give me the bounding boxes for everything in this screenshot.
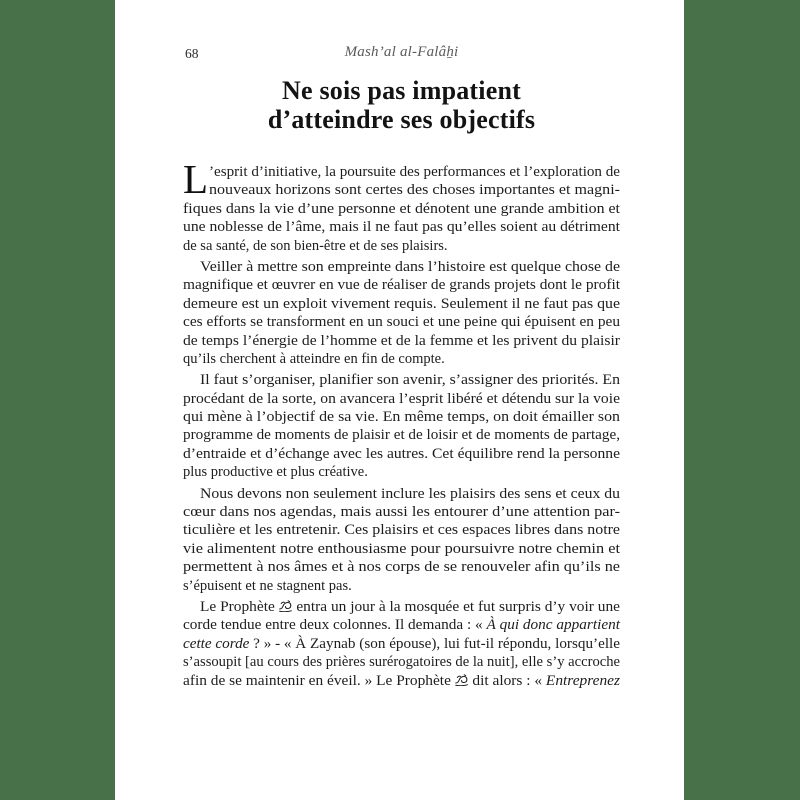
text-line <box>183 237 620 255</box>
text-line <box>183 521 620 539</box>
text-line-content <box>183 577 352 595</box>
paragraph <box>183 156 620 255</box>
italic-text-segment: À qui donc appartient <box>486 617 620 634</box>
text-line-content <box>183 313 620 331</box>
text-segment: qu’ils cherchent à atteindre en fin de compte. <box>183 350 445 367</box>
text-line-content <box>183 672 620 690</box>
text-segment: fiques dans la vie d’une personne et dénotent une grande ambition et <box>183 200 620 217</box>
paragraph <box>183 485 620 595</box>
paragraph <box>183 598 620 690</box>
text-line-content <box>183 390 620 408</box>
text-line <box>183 181 620 199</box>
prophet-saw-icon <box>279 598 293 616</box>
text-segment: permettent à nos âmes et à nos corps de se renouveler afin qu’ils ne <box>183 559 620 576</box>
text-line <box>183 558 620 576</box>
text-line <box>183 163 620 181</box>
text-line <box>183 463 620 481</box>
text-segment: Veiller à mettre son empreinte dans l’histoire est quelque chose de <box>200 258 620 275</box>
text-segment: s’épuisent et ne stagnent pas. <box>183 577 352 594</box>
italic-text-segment: cette corde <box>183 635 250 652</box>
text-line-content <box>183 350 445 368</box>
text-segment: ces efforts se transforment en un souci et une peine qui épuisent en peu <box>183 314 620 331</box>
text-line-content <box>183 332 620 350</box>
text-line-content <box>183 558 620 576</box>
drop-cap: L <box>183 156 209 202</box>
text-line <box>183 332 620 350</box>
text-line <box>183 653 620 671</box>
text-segment: plus productive et plus créative. <box>183 464 368 481</box>
text-segment: magnifique et œuvrer en vue de réaliser de grands projets dont le profit <box>183 277 620 294</box>
text-line <box>183 672 620 690</box>
text-line-content <box>209 163 620 181</box>
text-line-content <box>183 218 620 236</box>
text-line <box>183 616 620 634</box>
text-line-content <box>200 598 620 616</box>
text-segment: procédant de la sorte, on avancera l’esprit libéré et détendu sur la voie <box>183 390 620 407</box>
backdrop-right <box>684 0 800 800</box>
page-number: 68 <box>185 46 199 61</box>
text-line-content <box>183 445 620 463</box>
text-segment: nouveaux horizons sont certes des choses importantes et magni- <box>209 182 620 199</box>
text-line <box>183 350 620 368</box>
text-line <box>183 218 620 236</box>
text-line-content <box>183 635 620 653</box>
text-segment: d’entraide et d’échange avec les autres. Cet équilibre rend la personne <box>183 445 620 462</box>
text-segment: ’esprit d’initiative, la poursuite des performances et l’exploration de <box>209 164 620 180</box>
text-line <box>183 485 620 503</box>
text-line <box>183 313 620 331</box>
text-line <box>183 371 620 389</box>
text-line <box>183 408 620 426</box>
text-line-content <box>183 276 620 294</box>
text-segment: cœur dans nos agendas, mais aussi les entourer d’une attention par- <box>183 504 620 521</box>
text-line <box>183 577 620 595</box>
paragraph <box>183 258 620 368</box>
text-line <box>183 295 620 313</box>
text-line-content <box>200 485 620 503</box>
text-line <box>183 276 620 294</box>
text-line-content <box>183 616 620 634</box>
chapter-title <box>183 76 620 134</box>
text-line <box>183 426 620 444</box>
text-line-content <box>200 371 620 389</box>
text-line-content <box>183 237 448 255</box>
text-line <box>183 635 620 653</box>
text-line-content <box>183 463 368 481</box>
prophet-saw-icon <box>455 672 469 690</box>
text-line-content <box>183 503 620 521</box>
italic-text-segment: Entreprenez <box>545 672 620 689</box>
text-line <box>183 445 620 463</box>
backdrop-left <box>0 0 115 800</box>
body-text <box>183 156 620 690</box>
chapter-title-line-1: Ne sois pas impatient <box>282 76 521 105</box>
text-segment: Nous devons non seulement inclure les plaisirs des sens et ceux du <box>200 485 620 502</box>
text-line <box>183 598 620 616</box>
paragraph <box>183 371 620 481</box>
text-line-content <box>183 521 620 539</box>
page-header <box>183 44 620 64</box>
chapter-title-line-2: d’atteindre ses objectifs <box>267 105 536 134</box>
text-line-content <box>200 258 620 276</box>
text-segment: Le Prophète <box>200 598 279 615</box>
text-line-content <box>183 408 620 426</box>
text-segment: corde tendue entre deux colonnes. Il demanda : « <box>183 617 487 634</box>
text-line-content <box>183 200 620 218</box>
text-segment: entra un jour à la mosquée et fut surpris d’y voir une <box>292 598 620 615</box>
text-segment: s’assoupit [au cours des prières surérogatoires de la nuit], elle s’y accroche <box>183 654 620 671</box>
text-line <box>183 390 620 408</box>
book-page <box>115 0 684 800</box>
text-line-content <box>183 653 620 671</box>
running-title: Mash’al al-Falâẖi <box>344 44 459 60</box>
text-segment: programme de moments de plaisir et de loisir et de moments de partage, <box>183 427 620 444</box>
text-line-content <box>183 426 620 444</box>
text-line-content <box>183 295 620 313</box>
text-segment: afin de se maintenir en éveil. » Le Prophète <box>183 672 455 689</box>
text-line <box>183 258 620 276</box>
text-segment: de sa santé, de son bien-être et de ses plaisirs. <box>183 237 448 254</box>
text-segment: vie alimentent notre enthousiasme pour poursuivre notre chemin et <box>183 540 620 557</box>
text-segment: dit alors : « <box>468 672 546 689</box>
text-segment: ticulière et les entretenir. Ces plaisirs et ces espaces libres dans notre <box>183 522 620 539</box>
text-line <box>183 540 620 558</box>
text-segment: qui mène à l’objectif de sa vie. En même temps, on doit émailler son <box>183 409 620 426</box>
text-segment: Il faut s’organiser, planifier son avenir, s’assigner des priorités. En <box>200 372 620 389</box>
text-line <box>183 200 620 218</box>
text-segment: ? » - « À Zaynab (son épouse), lui fut-il répondu, lorsqu’elle <box>249 635 620 652</box>
text-line <box>183 503 620 521</box>
text-line-content <box>183 540 620 558</box>
text-segment: de temps l’énergie de l’homme et de la femme et les privent du plaisir <box>183 332 620 349</box>
text-segment: demeure est un exploit vivement requis. Seulement il ne faut pas que <box>183 295 620 312</box>
text-segment: une noblesse de l’âme, mais il ne faut pas qu’elles soient au détriment <box>183 219 620 236</box>
text-line-content <box>209 181 620 199</box>
